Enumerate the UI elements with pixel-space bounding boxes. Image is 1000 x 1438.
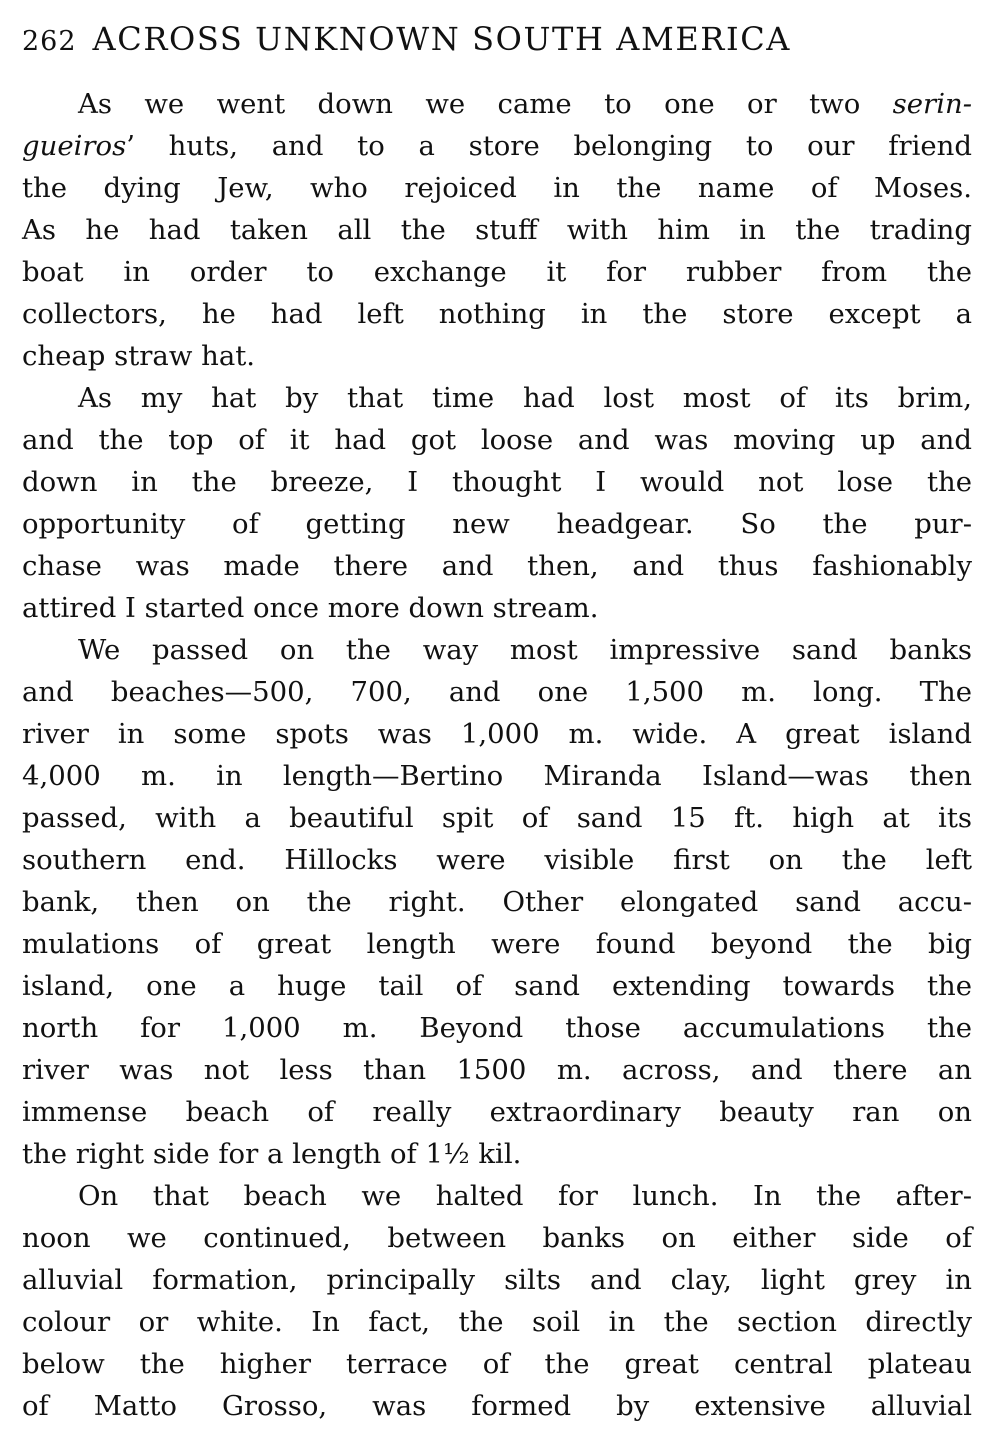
body-text <box>22 83 972 1427</box>
text-line: 4,000 m. in length—Bertino Miranda Island—was then <box>22 760 972 792</box>
text-line: passed, with a beautiful spit of sand 15 ft. high at its <box>22 802 972 834</box>
paragraph <box>22 377 972 629</box>
text-line: As he had taken all the stuff with him in the trading <box>22 214 972 246</box>
text-run: ’ huts, and to a store belonging to our friend <box>126 130 972 162</box>
text-line: attired I started once more down stream. <box>22 592 599 624</box>
text-line: below the higher terrace of the great central plateau <box>22 1348 972 1380</box>
text-line: and the top of it had got loose and was moving up and <box>22 424 972 456</box>
text-line: river was not less than 1500 m. across, and there an <box>22 1054 972 1086</box>
text-line: chase was made there and then, and thus fashionably <box>22 550 972 582</box>
text-line: collectors, he had left nothing in the store except a <box>22 298 972 330</box>
italic-term: serin- <box>892 88 972 120</box>
running-head <box>22 20 972 70</box>
text-line: of Matto Grosso, was formed by extensive alluvial <box>22 1390 972 1422</box>
text-line: On that beach we halted for lunch. In the after- <box>78 1180 972 1212</box>
paragraph <box>22 629 972 1175</box>
italic-term: gueiros <box>22 130 127 162</box>
paragraph <box>22 83 972 377</box>
text-line: north for 1,000 m. Beyond those accumulations the <box>22 1012 972 1044</box>
text-line: noon we continued, between banks on either side of <box>22 1222 972 1254</box>
text-line: immense beach of really extraordinary beauty ran on <box>22 1096 972 1128</box>
page-number: 262 <box>22 26 77 57</box>
text-run: As we went down we came to one or two <box>78 88 893 120</box>
text-line <box>22 83 972 125</box>
text-line: down in the breeze, I thought I would not lose the <box>22 466 972 498</box>
text-line: river in some spots was 1,000 m. wide. A great island <box>22 718 972 750</box>
text-line: alluvial formation, principally silts and clay, light grey in <box>22 1264 972 1296</box>
text-line: bank, then on the right. Other elongated sand accu- <box>22 886 972 918</box>
text-line: cheap straw hat. <box>22 340 256 372</box>
text-line: southern end. Hillocks were visible first on the left <box>22 844 972 876</box>
running-title: ACROSS UNKNOWN SOUTH AMERICA <box>92 20 792 58</box>
text-line <box>22 125 972 167</box>
text-line: mulations of great length were found beyond the big <box>22 928 972 960</box>
text-line: the right side for a length of 1½ kil. <box>22 1138 522 1170</box>
text-line: the dying Jew, who rejoiced in the name of Moses. <box>22 172 972 204</box>
text-line: As my hat by that time had lost most of its brim, <box>78 382 972 414</box>
text-line: opportunity of getting new headgear. So the pur- <box>22 508 972 540</box>
text-line: colour or white. In fact, the soil in the section directly <box>22 1306 972 1338</box>
text-line: We passed on the way most impressive sand banks <box>78 634 972 666</box>
text-line: boat in order to exchange it for rubber from the <box>22 256 972 288</box>
text-line: island, one a huge tail of sand extending towards the <box>22 970 972 1002</box>
text-line: and beaches—500, 700, and one 1,500 m. long. The <box>22 676 972 708</box>
paragraph <box>22 1175 972 1427</box>
